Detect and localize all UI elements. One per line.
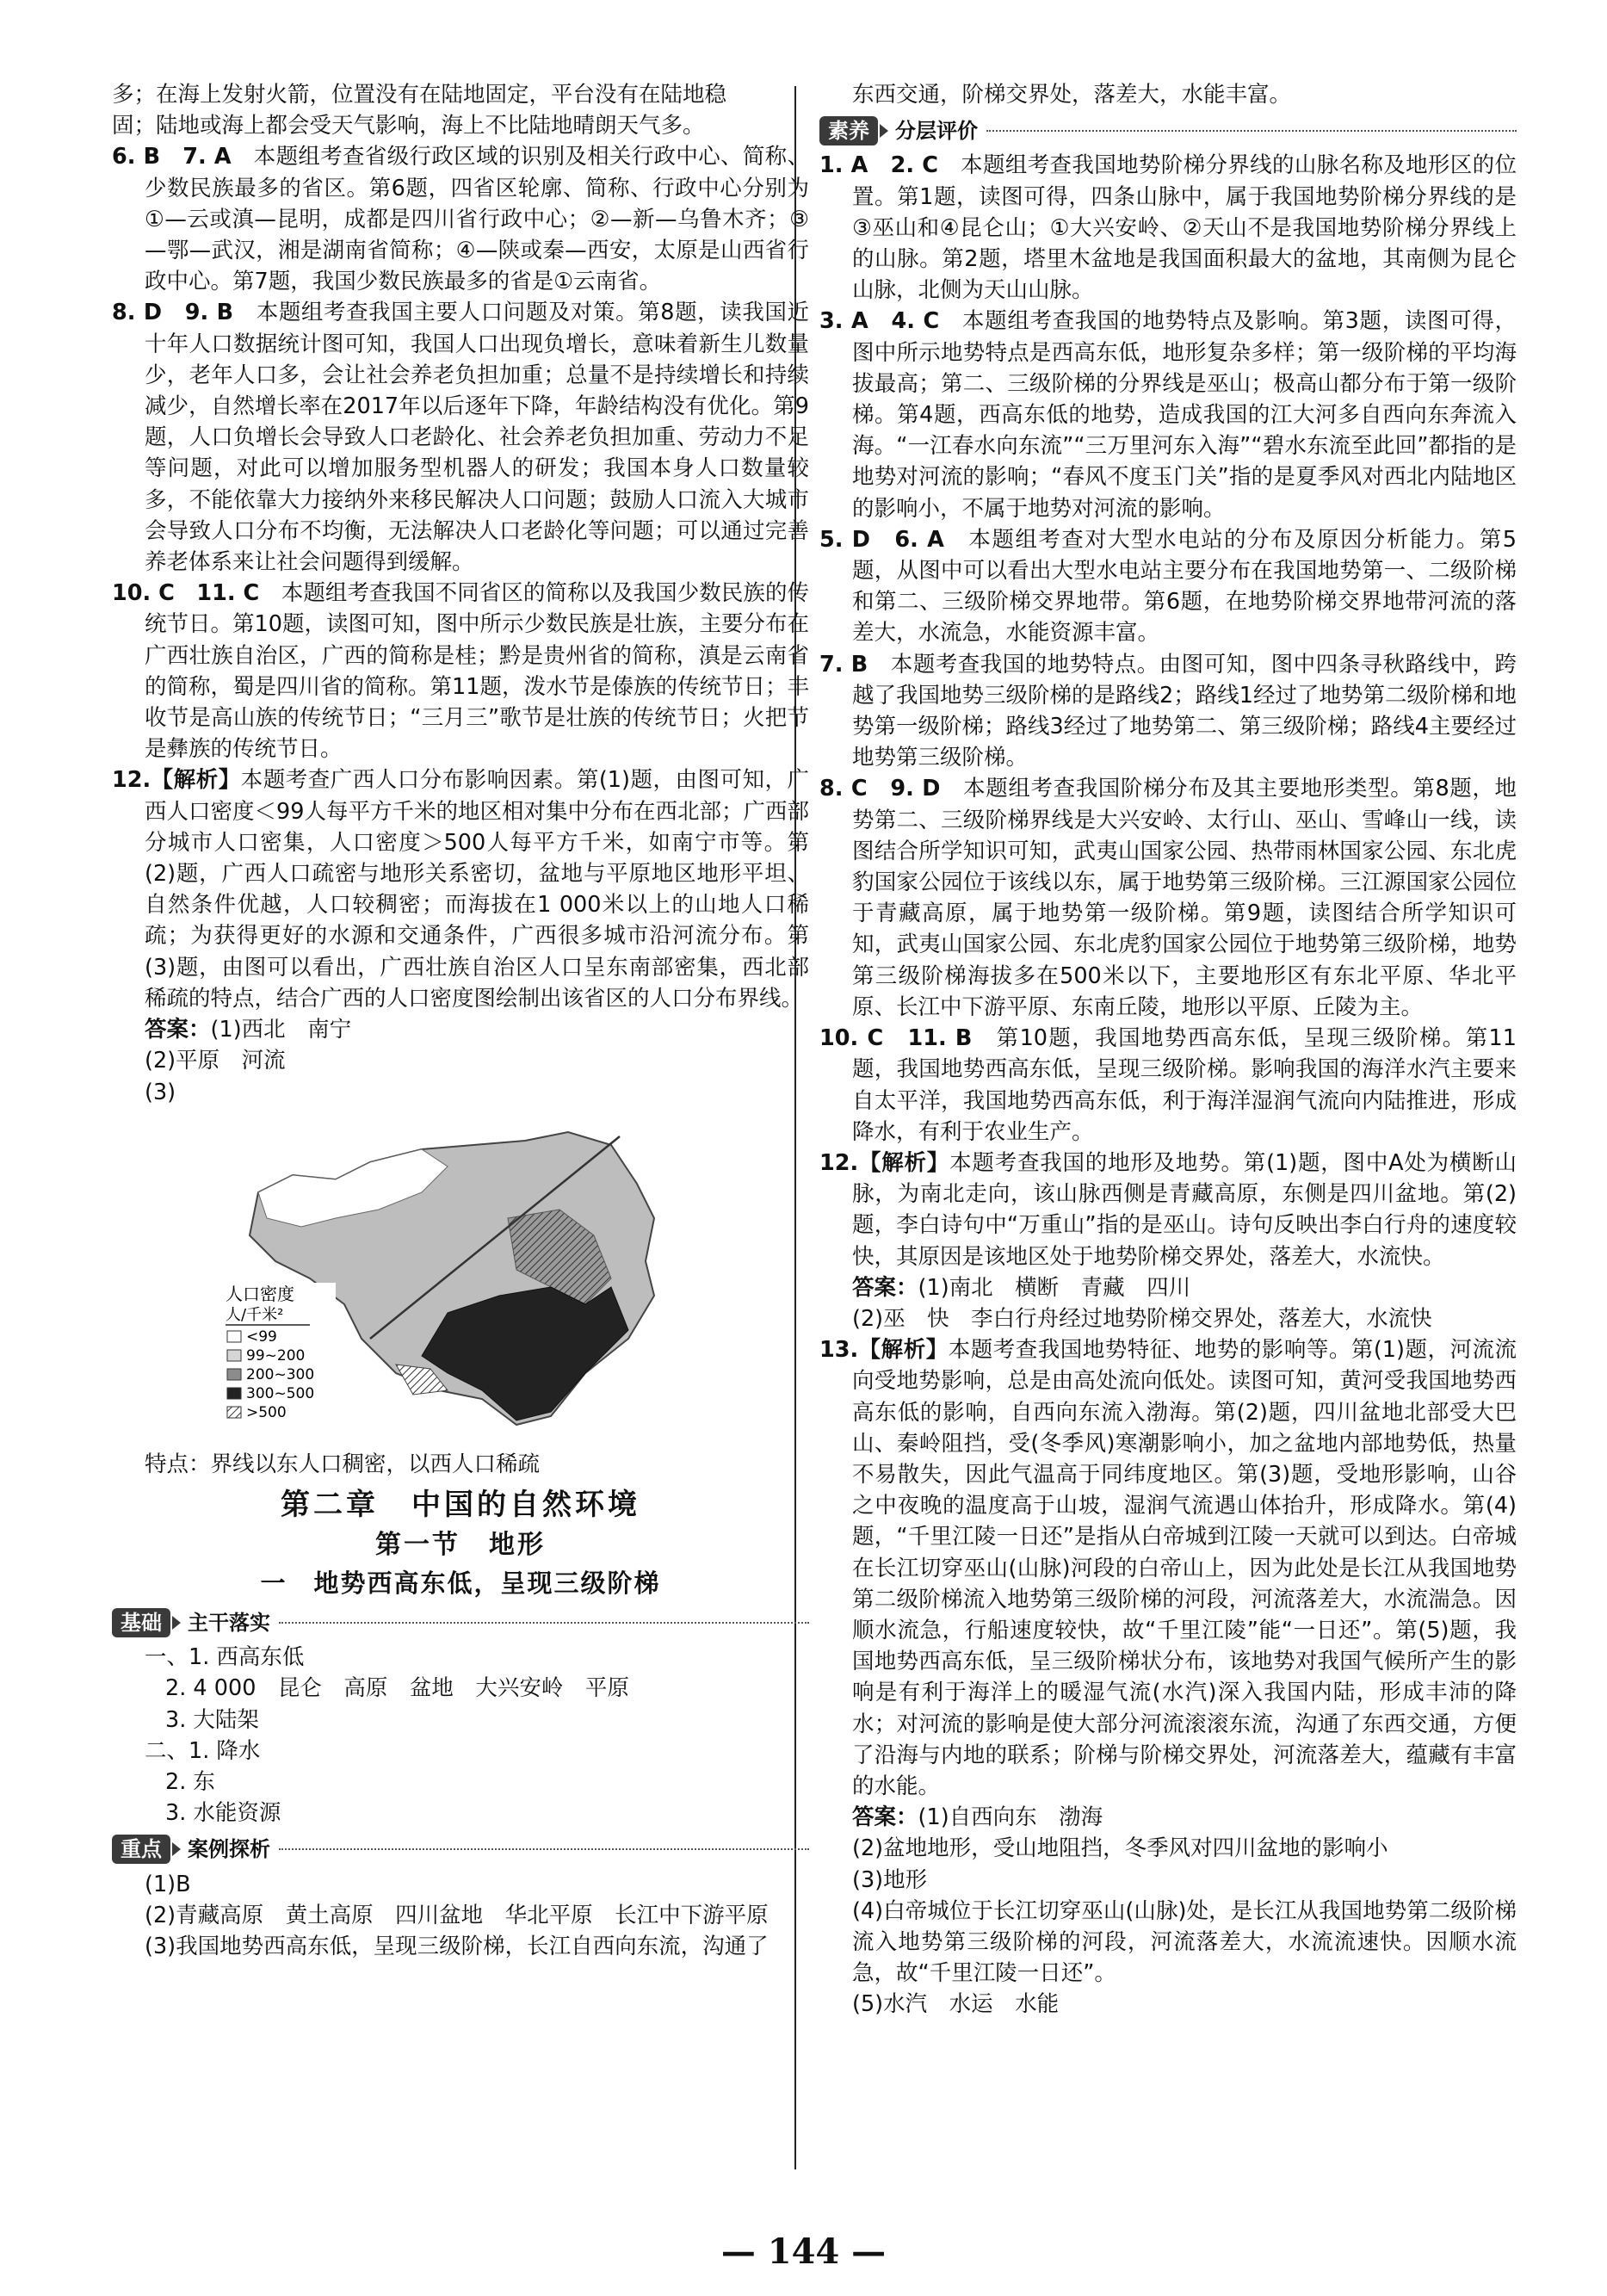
- tag-dotted-line: [279, 1848, 809, 1850]
- tag-arrow-icon: [880, 124, 888, 138]
- answer-3-4-text: 本题组考查我国的地势特点及影响。第3题，读图可得，图中所示地势特点是西高东低，地形复杂多样；第一级阶梯的平均海拔最高；第二、三级阶梯的分界线是巫山；极高山都分布于第一级阶梯。第4题，西高东低的地势，造成我国的江大河多自西向东奔流入海。“一江春水向东流”“三万里河东入海”“碧水东流至此回”都指的是地势对河流的影响；“春风不度玉门关”指的是夏季风对西北内陆地区的影响小，不属于地势对河流的影响。: [852, 308, 1517, 522]
- left-continuation-line1: 多；在海上发射火箭，位置没有在陆地固定，平台没有在陆地稳: [112, 82, 727, 108]
- answer-5-6: [819, 524, 1517, 649]
- tag-arrow-icon: [172, 1842, 181, 1856]
- answer-12-part1-text: (1)西北 南宁: [210, 1017, 352, 1043]
- answer-12-right: [819, 1148, 1517, 1272]
- section-tag-key: [112, 1834, 809, 1865]
- answer-12-right-num: 12.【解析】: [819, 1149, 950, 1176]
- basics-item-5: 2. 东: [165, 1768, 215, 1795]
- tag-literacy-text: 分层评价: [895, 119, 978, 144]
- answer-3-4: [819, 306, 1517, 523]
- answer-1-2-num: 1. A 2. C: [819, 152, 938, 179]
- left-column: [112, 79, 809, 1962]
- legend-swatch-200-300: [227, 1369, 241, 1380]
- map-characteristic-note: 特点：界线以东人口稠密，以西人口稀疏: [145, 1451, 541, 1477]
- answer-13-part3: (3)地形: [852, 1866, 928, 1893]
- legend-label-lt99: <99: [246, 1327, 277, 1346]
- answer-13-part1: [819, 1802, 1517, 1833]
- answer-8-9-num: 8. D 9. B: [112, 300, 234, 326]
- guangxi-population-density-map: [224, 1115, 714, 1442]
- answer-12-right-part1: [819, 1272, 1517, 1303]
- basics-item-4: 二、1. 降水: [145, 1737, 261, 1764]
- answer-6-7-text: 本题组考查省级行政区域的识别及相关行政中心、简称、少数民族最多的省区。第6题，四省区轮廓、简称、行政中心分别为①—云或滇—昆明，成都是四川省行政中心；②—新—乌鲁木齐；③—鄂—武汉，湘是湖南省简称；④—陕或秦—西安，太原是山西省行政中心。第7题，我国少数民族最多的省是①云南省。: [145, 144, 809, 295]
- answer-13-num: 13.【解析】: [819, 1337, 949, 1364]
- chapter-title: 第二章 中国的自然环境: [281, 1487, 640, 1522]
- answer-8-9-right-num: 8. C 9. D: [819, 776, 941, 802]
- legend-swatch-lt99: [227, 1331, 241, 1342]
- answer-13-part2: (2)盆地地形，受山地阻挡，冬季风对四川盆地的影响小: [852, 1835, 1388, 1862]
- answer-13-part4: (4)白帝城位于长江切穿巫山(山脉)处，是长江从我国地势第二级阶梯流入地势第三级阶梯的河段，河流落差大，水流流速快。因顺水流急，故“千里江陵一日还”。: [852, 1897, 1517, 1987]
- tag-key-text: 案例探析: [188, 1837, 270, 1862]
- case-item-1: (1)B: [145, 1871, 191, 1897]
- answer-7: [819, 649, 1517, 774]
- left-continuation-line2: 固；陆地或海上都会受天气影响，海上不比陆地晴朗天气多。: [112, 113, 705, 139]
- answer-7-text: 本题考查我国的地势特点。由图可知，图中四条寻秋路线中，跨越了我国地势三级阶梯的是路线2；路线1经过了地势第二级阶梯和地势第一级阶梯；路线3经过了地势第二、第三级阶梯；路线4主要经过地势第三级阶梯。: [852, 651, 1517, 771]
- answer-6-7-num: 6. B 7. A: [112, 144, 232, 170]
- tag-basics-text: 主干落实: [188, 1610, 270, 1635]
- tag-key-label: 重点: [112, 1835, 170, 1864]
- answer-12-right-part1-text: (1)南北 横断 青藏 四川: [918, 1274, 1191, 1301]
- basics-item-2: 2. 4 000 昆仑 高原 盆地 大兴安岭 平原: [165, 1675, 629, 1702]
- case-item-3: (3)我国地势西高东低，呈现三级阶梯，长江自西向东流，沟通了: [145, 1933, 769, 1959]
- legend-label-300-500: 300~500: [246, 1384, 315, 1402]
- answer-13: [819, 1334, 1517, 1802]
- answer-12: [112, 764, 809, 1014]
- answer-10-11-right-num: 10. C 11. B: [819, 1025, 973, 1052]
- section-title: 第一节 地形: [375, 1529, 546, 1560]
- answer-13-part5: (5)水汽 水运 水能: [852, 1991, 1060, 2018]
- legend-swatch-gt500: [227, 1407, 241, 1418]
- map-legend-title: 人口密度: [226, 1283, 294, 1304]
- answer-label: 答案：: [145, 1017, 211, 1043]
- page-number: — 144 —: [720, 2231, 887, 2272]
- tag-dotted-line: [986, 130, 1517, 132]
- case-item-2: (2)青藏高原 黄土高原 四川盆地 华北平原 长江中下游平原: [145, 1902, 769, 1928]
- tag-literacy-label: 素养: [819, 116, 878, 145]
- answer-10-11: [112, 578, 809, 764]
- legend-label-gt500: >500: [246, 1403, 287, 1421]
- answer-13-text: 本题考查我国地势特征、地势的影响等。第(1)题，河流流向受地势影响，总是由高处流向低处。读图可知，黄河受我国地势西高东低的影响，自西向东流入渤海。第(2)题，四川盆地北部受大巴山、秦岭阻挡，受(冬季风)寒潮影响小，加之盆地内部地势低，热量不易散失，因此气温高于同纬度地区。第(3)题，受地形影响，山谷之中夜晚的温度高于山坡，湿润气流遇山体抬升，形成降水。第(4)题，“千里江陵一日还”是指从白帝城到江陵一天就可以到达。白帝城在长江切穿巫山(山脉)河段的白帝山上，因为此处是长江从我国地势第二级阶梯流入地势第三级阶梯的河段，河流落差大，水流湍急。因顺水流急，行船速度较快，故“千里江陵”能“一日还”。第(5)题，我国地势西高东低，呈三级阶梯状分布，该地势对我国气候所产生的影响是有利于海洋上的暖湿气流(水汽)深入我国内陆，形成丰沛的降水；对河流的影响是使大部分河流滚滚东流，沟通了东西交通，方便了沿海与内地的联系；阶梯与阶梯交界处，河流落差大，蕴藏有丰富的水能。: [852, 1337, 1517, 1799]
- legend-swatch-300-500: [227, 1388, 241, 1399]
- basics-item-1: 一、1. 西高东低: [145, 1644, 305, 1671]
- basics-item-6: 3. 水能资源: [165, 1800, 281, 1827]
- legend-label-99-200: 99~200: [246, 1346, 306, 1365]
- answer-5-6-text: 本题组考查对大型水电站的分布及原因分析能力。第5题，从图中可以看出大型水电站主要分布在我国地势第一、二级阶梯和第二、三级阶梯交界地带。第6题，在地势阶梯交界地带河流的落差大，水流急，水能资源丰富。: [852, 526, 1517, 647]
- legend-swatch-99-200: [227, 1350, 241, 1361]
- section-tag-basics: [112, 1607, 809, 1638]
- answer-13-part1-text: (1)自西向东 渤海: [918, 1804, 1103, 1831]
- answer-12-right-text: 本题考查我国的地形及地势。第(1)题，图中A处为横断山脉，为南北走向，该山脉西侧是青藏高原，东侧是四川盆地。第(2)题，李白诗句中“万重山”指的是巫山。诗句反映出李白行舟的速度较快，其原因是该地区处于地势阶梯交界处，落差大，水流快。: [852, 1149, 1517, 1270]
- answer-10-11-num: 10. C 11. C: [112, 580, 260, 607]
- answer-12-part1: [112, 1014, 809, 1045]
- right-column: [819, 79, 1517, 2021]
- tag-arrow-icon: [172, 1616, 181, 1630]
- answer-12-part3: (3): [145, 1079, 176, 1105]
- answer-8-9-text: 本题组考查我国主要人口问题及对策。第8题，读我国近十年人口数据统计图可知，我国人口出现负增长，意味着新生儿数量少，老年人口多，会让社会养老负担加重；总量不是持续增长和持续减少，自然增长率在2017年以后逐年下降，年龄结构没有优化。第9题，人口负增长会导致人口老龄化、社会养老负担加重、劳动力不足等问题，对此可以增加服务型机器人的研发；我国本身人口数量较多，不能依靠大力接纳外来移民解决人口问题；鼓励人口流入大城市会导致人口分布不均衡，无法解决人口老龄化等问题；可以通过完善养老体系来让社会问题得到缓解。: [145, 300, 809, 576]
- answer-3-4-num: 3. A 4. C: [819, 308, 940, 335]
- answer-8-9-right-text: 本题组考查我国阶梯分布及其主要地形类型。第8题，地势第二、三级阶梯界线是大兴安岭、太行山、巫山、雪峰山一线，读图结合所学知识可知，武夷山国家公园、热带雨林国家公园、东北虎豹国家公园位于该线以东，属于地势第三级阶梯。三江源国家公园位于青藏高原，属于地势第一级阶梯。第9题，读图结合所学知识可知，武夷山国家公园、东北虎豹国家公园位于地势第三级阶梯，地势第三级阶梯海拔多在500米以下，主要地形区有东北平原、华北平原、长江中下游平原、东南丘陵，地形以平原、丘陵为主。: [852, 776, 1517, 1020]
- answer-12-num: 12.【解析】: [112, 767, 241, 794]
- tag-dotted-line: [279, 1622, 809, 1624]
- answer-10-11-text: 本题组考查我国不同省区的简称以及我国少数民族的传统节日。第10题，读图可知，图中所示少数民族是壮族，主要分布在广西壮族自治区，广西的简称是桂；黔是贵州省的简称，滇是云南省的简称，蜀是四川省的简称。第11题，泼水节是傣族的传统节日；丰收节是高山族的传统节日；“三月三”歌节是壮族的传统节日；火把节是彝族的传统节日。: [145, 580, 809, 763]
- answer-10-11-right: [819, 1023, 1517, 1148]
- map-legend-unit: 人/千米²: [226, 1305, 284, 1324]
- answer-label: 答案：: [852, 1274, 918, 1301]
- basics-item-3: 3. 大陆架: [165, 1706, 259, 1733]
- answer-8-9: [112, 297, 809, 578]
- answer-1-2: [819, 150, 1517, 306]
- legend-label-200-300: 200~300: [246, 1365, 315, 1383]
- answer-6-7: [112, 141, 809, 297]
- answer-7-num: 7. B: [819, 651, 868, 678]
- right-continuation: 东西交通，阶梯交界处，落差大，水能丰富。: [852, 82, 1292, 108]
- answer-8-9-right: [819, 773, 1517, 1023]
- answer-12-right-part2: (2)巫 快 李白行舟经过地势阶梯交界处，落差大，水流快: [852, 1305, 1432, 1332]
- section-tag-literacy: [819, 115, 1517, 146]
- answer-1-2-text: 本题组考查我国地势阶梯分界线的山脉名称及地形区的位置。第1题，读图可得，四条山脉中，属于我国地势阶梯分界线的是③巫山和④昆仑山；①大兴安岭、②天山不是我国地势阶梯分界线上的山脉。第2题，塔里木盆地是我国面积最大的盆地，其南侧为昆仑山脉，北侧为天山山脉。: [852, 152, 1517, 304]
- topic-title: 一 地势西高东低，呈现三级阶梯: [260, 1568, 661, 1598]
- answer-10-11-right-text: 第10题，我国地势西高东低，呈现三级阶梯。第11题，我国地势西高东低，呈现三级阶梯。影响我国的海洋水汽主要来自太平洋，我国地势西高东低，利于海洋湿润气流向内陆推进，形成降水，有利于农业生产。: [852, 1025, 1517, 1145]
- answer-12-part2: (2)平原 河流: [145, 1048, 286, 1074]
- answer-5-6-num: 5. D 6. A: [819, 526, 944, 553]
- answer-12-text: 本题考查广西人口分布影响因素。第(1)题，由图可知，广西人口密度＜99人每平方千米的地区相对集中分布在西北部；广西部分城市人口密集，人口密度＞500人每平方千米，如南宁市等。第(2)题，广西人口疏密与地形关系密切，盆地与平原地区地形平坦、自然条件优越，人口较稠密；而海拔在1 000米以上的山地人口稀疏；为获得更好的水源和交通条件，广西很多城市沿河流分布。第(3)题，由图可以看出，广西壮族自治区人口呈东南部密集，西北部稀疏的特点，结合广西的人口密度图绘制出该省区的人口分布界线。: [145, 767, 809, 1012]
- tag-basics-label: 基础: [112, 1608, 170, 1637]
- answer-label: 答案：: [852, 1804, 918, 1831]
